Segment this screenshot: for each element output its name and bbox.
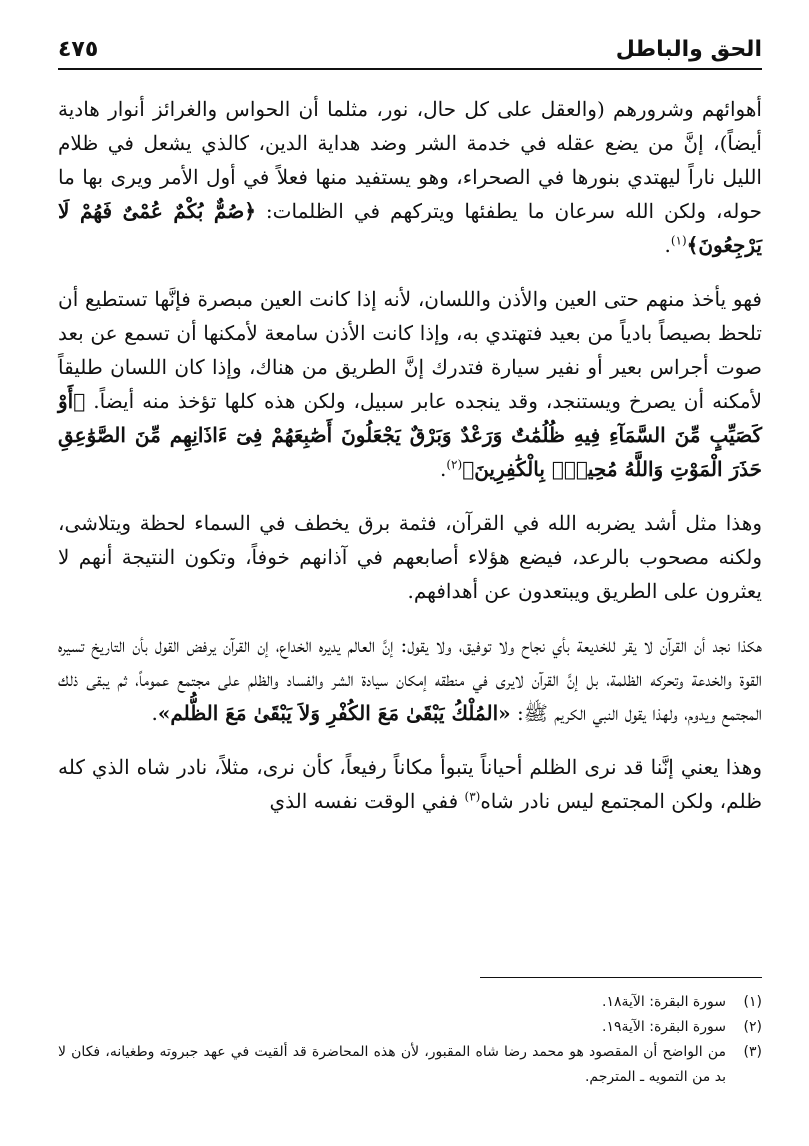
paragraph-5 [58, 750, 762, 818]
paragraph-text: وهذا يعني إنَّنا قد نرى الظلم أحياناً يتبوأ مكاناً رفيعاً، كأن نرى، مثلاً، نادر شاه الذي كله ظلم، ولكن المجتمع ليس نادر شاه [58, 755, 762, 813]
footnotes [58, 990, 762, 1090]
paragraph-text-end: ففي الوقت نفسه الذي [269, 789, 465, 813]
page-number: ٤٧٥ [58, 37, 99, 62]
paragraph-2 [58, 282, 762, 486]
paragraph-text: وهذا مثل أشد يضربه الله في القرآن، فثمة برق يخطف في السماء لحظة ويتلاشى، ولكنه مصحوب بالرعد، فيضع هؤلاء أصابعهم في آذانهم خوفاً، وتكون النتيجة أنهم لا يعثرون على الطريق ويبتعدون عن أهدافهم. [58, 511, 762, 603]
footnote-number: (٣) [743, 1044, 762, 1060]
footnote-text: من الواضح أن المقصود هو محمد رضا شاه المقبور، لأن هذه المحاضرة قد ألقيت في عهد جبروته وطغيانه، فكان لا بد من التمويه ـ المترجم. [58, 1044, 726, 1085]
paragraph-text: فهو يأخذ منهم حتى العين والأذن واللسان، لأنه إذا كانت العين مبصرة فإنَّها تستطيع أن تلحظ بصيصاً بادياً من بعيد فتهتدي به، وإذا كانت الأذن سامعة لأمكنها أن تسمع عن بعد صوت أجراس بعير أو نفير سيارة فتدرك إنَّ الطريق من هناك، وإذا كان اللسان طليقاً لأمكنه أن يصرخ ويستنجد، وقد ينجده عابر سبيل، ولكن هذه كلها تؤخذ منه أيضاً. [58, 287, 763, 413]
footnote-1 [58, 990, 762, 1015]
footnote-3 [58, 1040, 762, 1090]
paragraph-text-end: . [151, 701, 158, 725]
footnote-2 [58, 1015, 762, 1040]
footnote-text: سورة البقرة: الآية١٩. [602, 1019, 726, 1035]
footnote-text: سورة البقرة: الآية١٨. [602, 994, 726, 1010]
quran-verse: ﴿أَوْ كَصَيِّبٍ مِّنَ السَّمَآءِ فِيهِ ظُلُمَٰتٌ وَرَعْدٌ وَبَرْقٌ يَجْعَلُونَ أَصَٰبِعَهُمْ فِىٓ ءَاذَانِهِم مِّنَ الصَّوَٰعِقِ حَذَرَ الْمَوْتِ وَاللَّهُ مُحِيطٌۢ بِالْكَٰفِرِينَ﴾ [58, 389, 762, 481]
paragraph-3 [58, 506, 762, 608]
paragraph-text: هكذا نجد أن القرآن لا يقر للخديعة بأي نجاح ولا توفيق، ولا يقول: إنَّ العالم يديره الخداع، إن القرآن يرفض القول بأن التاريخ تسيره القوة والخدعة وتحركه الظلمة، بل إنَّ القرآن لايرى في منطقه إمكان سيادة الشر والفساد والظلم على مجتمع عموماً، ثم يبقى ذلك المجتمع ويدوم، ولهذا يقول النبي الكريم ﷺ: [58, 633, 762, 725]
body-text [58, 92, 762, 838]
quran-verse: ﴿صُمٌّ بُكْمٌ عُمْىٌ فَهُمْ لَا يَرْجِعُونَ﴾ [58, 199, 762, 257]
paragraph-1 [58, 92, 762, 262]
paragraph-text-end: . [440, 457, 447, 481]
footnote-ref: (٣) [464, 789, 481, 804]
paragraph-text: أهوائهم وشرورهم (والعقل على كل حال، نور، مثلما أن الحواس والغرائز أنوار هادية أيضاً)، إنَّ من يضع عقله في خدمة الشر وضد هداية الدين، كالذي يشعل في ظلام الليل ناراً ليهتدي بنورها في الصحراء، وهو يستفيد منها فعلاً في أول الأمر ويرى بها ما حوله، ولكن الله سرعان ما يطفئها ويتركهم في الظلمات: [58, 97, 762, 223]
running-title: الحق والباطل [615, 37, 762, 62]
footnote-divider [480, 977, 762, 978]
paragraph-4 [58, 628, 762, 730]
footnote-number: (٢) [743, 1019, 762, 1035]
footnote-ref: (١) [670, 233, 687, 248]
page-header [58, 30, 762, 70]
paragraph-text-end: . [664, 233, 671, 257]
footnote-number: (١) [743, 994, 762, 1010]
hadith-quote: «المُلْكُ يَبْقَىٰ مَعَ الكُفْرِ وَلاَ يَبْقَىٰ مَعَ الظُّلم» [157, 701, 511, 725]
footnote-ref: (٢) [446, 457, 463, 472]
